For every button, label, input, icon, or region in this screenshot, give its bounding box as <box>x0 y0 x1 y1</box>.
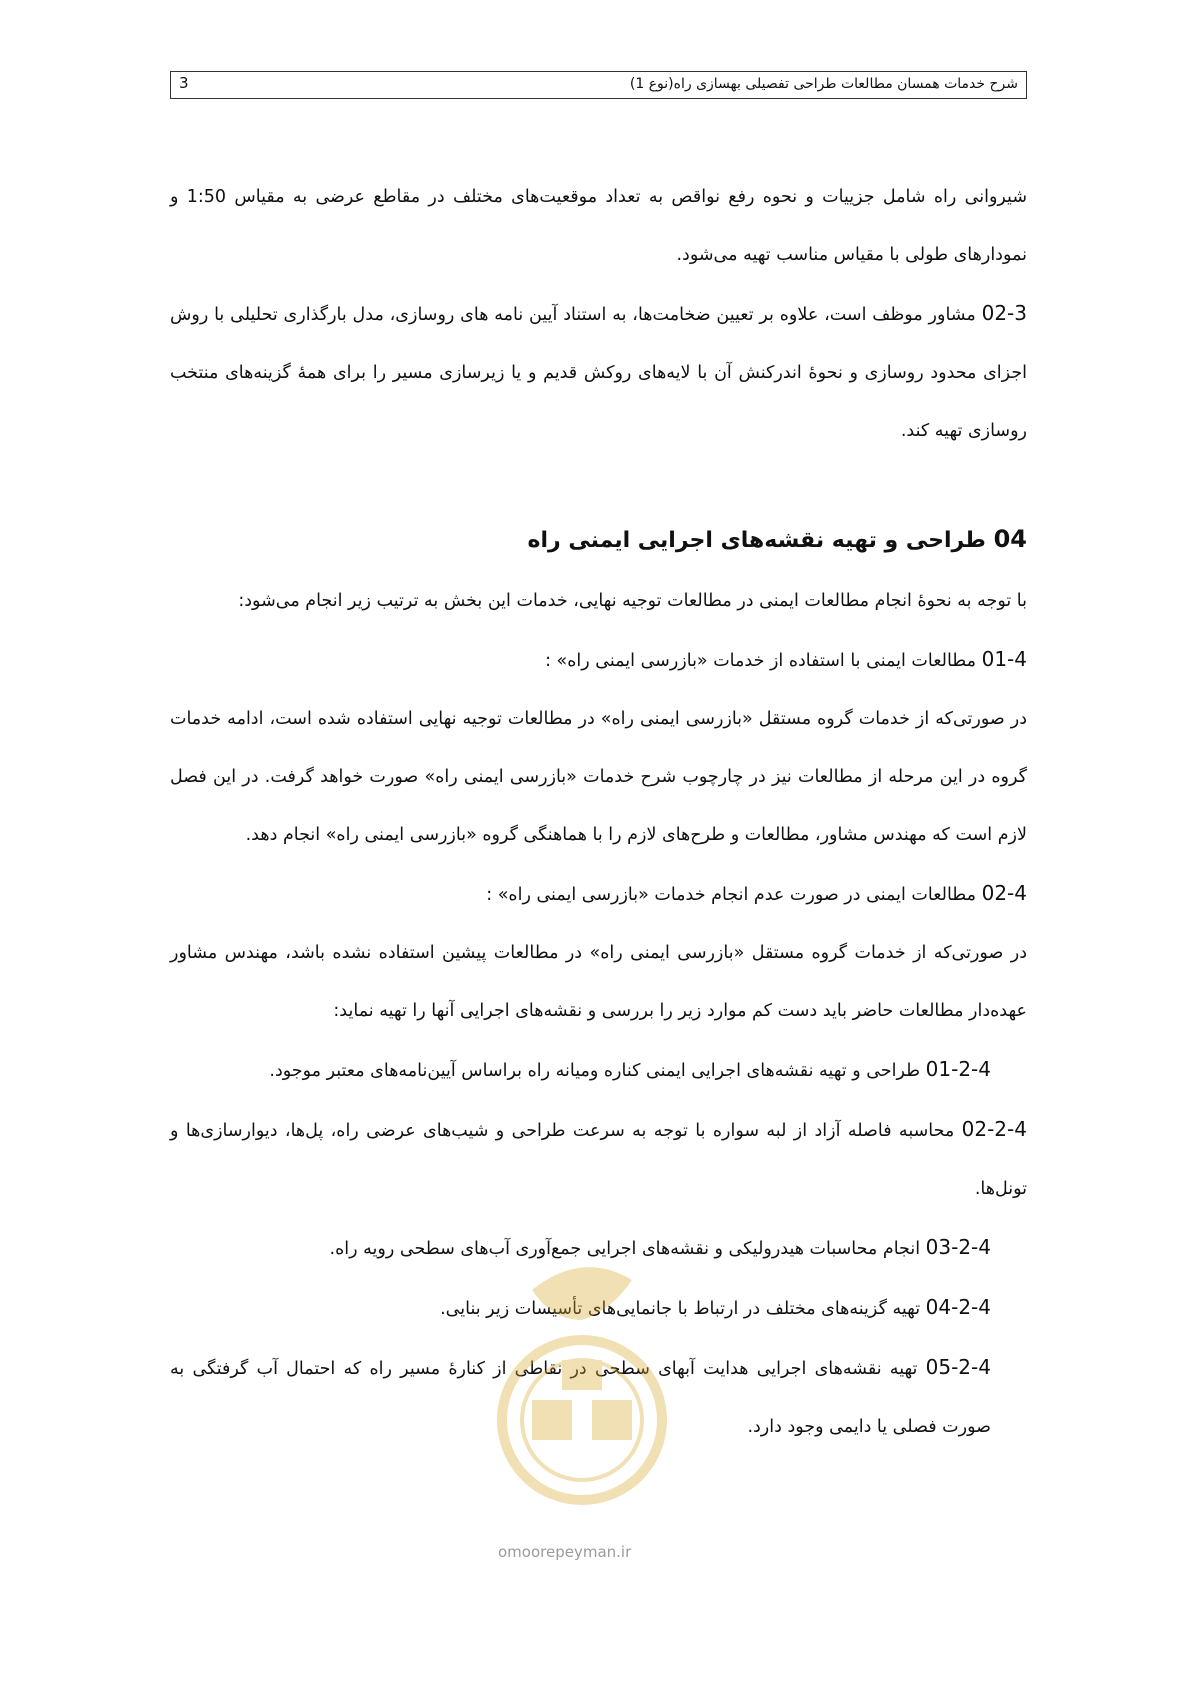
item-number: 02-2-4 <box>961 1117 1027 1141</box>
item-number: 04-2-4 <box>925 1295 991 1319</box>
item-number: 01-2-4 <box>925 1057 991 1081</box>
watermark-text: omoorepeyman.ir <box>498 1543 632 1561</box>
item-text: طراحی و تهیه نقشه‌های اجرایی ایمنی کناره ومیانه راه براساس آیین‌نامه‌های معتبر موجود. <box>269 1061 921 1081</box>
section-title: طراحی و تهیه نقشه‌های اجرایی ایمنی راه <box>527 528 986 553</box>
section-heading <box>170 508 1027 572</box>
clause-number: 02-3 <box>981 301 1027 325</box>
seal-logo-icon <box>492 1250 672 1520</box>
paragraph <box>170 284 1027 460</box>
clause-text: مطالعات ایمنی در صورت عدم انجام خدمات «بازرسی ایمنی راه» : <box>486 885 977 905</box>
section-number: 04 <box>993 525 1027 553</box>
paragraph: شیروانی راه شامل جزییات و نحوه رفع نواقص به تعداد موقعیت‌های مختلف در مقاطع عرضی به مقیاس 1:50 و نمودارهای طولی با مقیاس مناسب تهیه می‌شود. <box>170 187 1027 265</box>
page-number: 3 <box>179 74 189 92</box>
paragraph: با توجه به نحوهٔ انجام مطالعات ایمنی در مطالعات توجیه نهایی، خدمات این بخش به ترتیب زیر انجام می‌شود: <box>238 591 1027 611</box>
paragraph: در صورتی‌که از خدمات گروه مستقل «بازرسی ایمنی راه» در مطالعات پیشین استفاده نشده باشد، مهندس مشاور عهده‌دار مطالعات حاضر باید دست کم موارد زیر را بررسی و نقشه‌های اجرایی آنها را تهیه نماید: <box>170 943 1027 1021</box>
clause-number: 02-4 <box>981 881 1027 905</box>
paragraph <box>170 630 1027 690</box>
item-text: تهیه نقشه‌های اجرایی هدایت آبهای سطحی در نقاطی از کنارهٔ مسیر راه که احتمال آب گرفتگی به صورت فصلی یا دایمی وجود دارد. <box>170 1359 991 1437</box>
page-header <box>170 71 1027 99</box>
item-text: تهیه گزینه‌های مختلف در ارتباط با جانمایی‌های تأسیسات زیر بنایی. <box>440 1299 921 1319</box>
paragraph: در صورتی‌که از خدمات گروه مستقل «بازرسی ایمنی راه» در مطالعات توجیه نهایی استفاده شده است، ادامه خدمات گروه در این مرحله از مطالعات نیز در چارچوب شرح خدمات «بازرسی ایمنی راه» صورت خواهد گرفت. در این فصل لازم است که مهندس مشاور، مطالعات و طرح‌های لازم را با هماهنگی گروه «بازرسی ایمنی راه» انجام دهد. <box>170 709 1027 845</box>
clause-text: مطالعات ایمنی با استفاده از خدمات «بازرسی ایمنی راه» : <box>545 651 977 671</box>
list-item <box>170 1040 1027 1100</box>
item-text: محاسبه فاصله آزاد از لبه سواره با توجه به سرعت طراحی و شیب‌های عرضی راه، پل‌ها، دیوارسازی‌ها و تونل‌ها. <box>170 1121 1027 1199</box>
header-title: شرح خدمات همسان مطالعات طراحی تفصیلی بهسازی راه(نوع 1) <box>629 76 1018 92</box>
item-number: 03-2-4 <box>925 1235 991 1259</box>
item-text: انجام محاسبات هیدرولیکی و نقشه‌های اجرایی جمع‌آوری آب‌های سطحی رویه راه. <box>329 1239 921 1259</box>
clause-text: مشاور موظف است، علاوه بر تعیین ضخامت‌ها، به استناد آیین نامه های روسازی، مدل بارگذاری تحلیلی با روش اجزای محدود روسازی و نحوهٔ اندرکنش آن با لایه‌های روکش قدیم و یا زیرسازی مسیر را برای همهٔ گزینه‌های منتخب روسازی تهیه کند. <box>170 305 1027 441</box>
paragraph <box>170 864 1027 924</box>
clause-number: 01-4 <box>981 647 1027 671</box>
list-item <box>170 1100 1027 1218</box>
item-number: 05-2-4 <box>925 1355 991 1379</box>
